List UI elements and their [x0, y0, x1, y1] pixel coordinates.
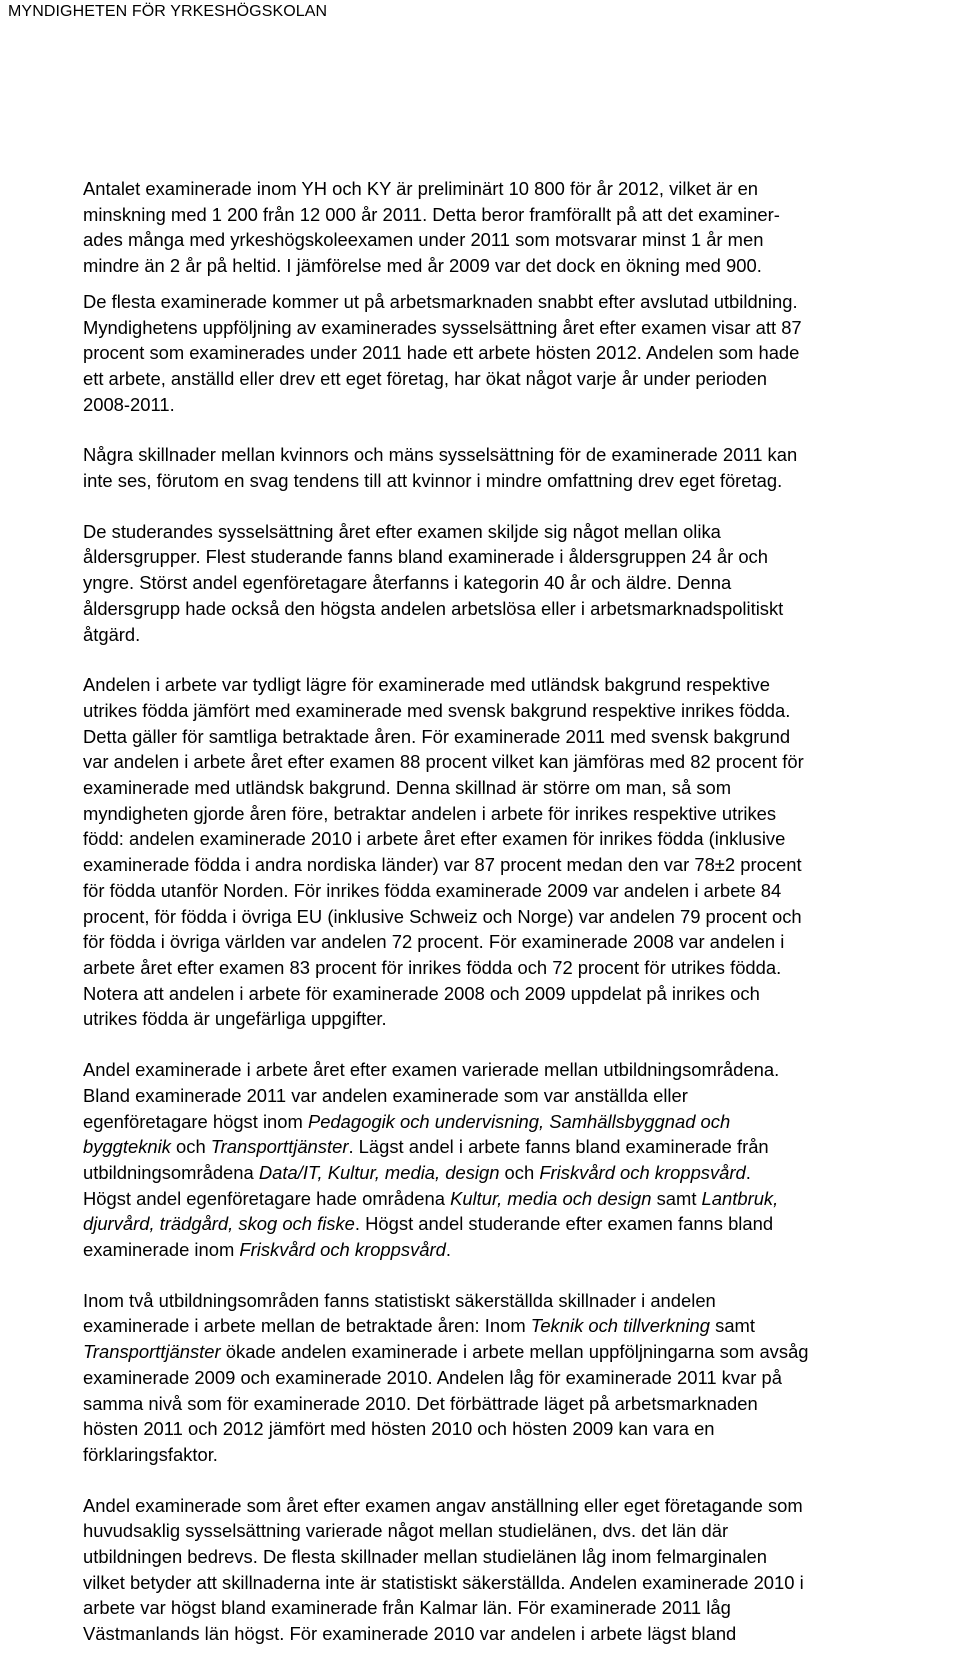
- text-line: utrikes födda är ungefärliga uppgifter.: [83, 1008, 387, 1030]
- text-line: Andel examinerade i arbete året efter examen varierade mellan utbildningsområdena.: [83, 1059, 780, 1081]
- paragraph-gender: [83, 442, 958, 493]
- text-line: minskning med 1 200 från 12 000 år 2011. Detta beror framförallt på att det examiner-: [83, 203, 780, 225]
- text-line: ett arbete, anställd eller drev ett eget företag, har ökat något varje år under perioden: [83, 367, 767, 389]
- paragraph-statistical-differences: [83, 1288, 958, 1468]
- text-line: Andelen i arbete var tydligt lägre för examinerade med utländsk bakgrund respektive: [83, 674, 770, 696]
- paragraph-background: [83, 672, 958, 1032]
- text-line: examinerade 2009 och examinerade 2010. Andelen låg för examinerade 2011 kvar på: [83, 1366, 782, 1388]
- text-line: arbete var högst bland examinerade från Kalmar län. För examinerade 2011 låg: [83, 1597, 731, 1619]
- document-body: [83, 176, 958, 1672]
- text-line: Andel examinerade som året efter examen angav anställning eller eget företagande som: [83, 1494, 803, 1516]
- text-line: Inom två utbildningsområden fanns statistiskt säkerställda skillnader i andelen: [83, 1289, 716, 1311]
- paragraph-education-areas: [83, 1057, 958, 1263]
- text-line: vilket betyder att skillnaderna inte är statistiskt säkerställda. Andelen examinerade 2010 i: [83, 1571, 804, 1593]
- text-line: Bland examinerade 2011 var andelen examinerade som var anställda eller: [83, 1084, 688, 1106]
- text-line: myndigheten gjorde åren före, betraktar andelen i arbete för inrikes respektive utrikes: [83, 802, 777, 824]
- text-line: Notera att andelen i arbete för examinerade 2008 och 2009 uppdelat på inrikes och: [83, 982, 760, 1004]
- text-line: Antalet examinerade inom YH och KY är preliminärt 10 800 för år 2012, vilket är en: [83, 178, 759, 199]
- text-line: De studerandes sysselsättning året efter examen skiljde sig något mellan olika: [83, 520, 721, 542]
- text-line: examinerade med utländsk bakgrund. Denna skillnad är större om man, så som: [83, 777, 732, 799]
- text-line: åtgärd.: [83, 623, 141, 645]
- text-line: född: andelen examinerade 2010 i arbete året efter examen för inrikes födda (inklusive: [83, 828, 786, 850]
- italic-phrase: djurvård, trädgård, skog och fiske: [83, 1213, 355, 1235]
- text-line: utbildningen bedrevs. De flesta skillnader mellan studielänen låg inom felmarginalen: [83, 1546, 767, 1568]
- text-line: Några skillnader mellan kvinnors och mäns sysselsättning för de examinerade 2011 kan: [83, 444, 798, 466]
- italic-phrase: Transporttjänster: [210, 1136, 349, 1158]
- text-line: huvudsaklig sysselsättning varierade något mellan studielänen, dvs. det län där: [83, 1520, 729, 1542]
- text-line: examinerade i arbete mellan de betraktade åren: Inom Teknik och tillverkning samt: [83, 1315, 755, 1337]
- paragraph-study-counties: [83, 1493, 958, 1647]
- paragraph-exam-count: [83, 176, 958, 279]
- text-line: mindre än 2 år på heltid. I jämförelse med år 2009 var det dock en ökning med 900.: [83, 255, 762, 277]
- text-line: för födda i övriga världen var andelen 72 procent. För examinerade 2008 var andelen i: [83, 931, 785, 953]
- italic-phrase: Transporttjänster: [83, 1341, 221, 1363]
- text-line: egenföretagare högst inom Pedagogik och undervisning, Samhällsbyggnad och: [83, 1110, 731, 1132]
- text-line: byggteknik och Transporttjänster. Lägst andel i arbete fanns bland examinerade från: [83, 1136, 769, 1158]
- text-line: ades många med yrkeshögskoleexamen under 2011 som motsvarar minst 1 år men: [83, 229, 764, 251]
- text-line: inte ses, förutom en svag tendens till att kvinnor i mindre omfattning drev eget företag.: [83, 470, 783, 492]
- text-line: Detta gäller för samtliga betraktade åren. För examinerade 2011 med svensk bakgrund: [83, 725, 791, 747]
- text-line: djurvård, trädgård, skog och fiske. Högst andel studerande efter examen fanns bland: [83, 1213, 774, 1235]
- paragraph-age-groups: [83, 519, 958, 648]
- text-line: åldersgrupper. Flest studerande fanns bland examinerade i åldersgruppen 24 år och: [83, 546, 768, 568]
- text-line: förklaringsfaktor.: [83, 1443, 218, 1465]
- text-line: utrikes födda jämfört med examinerade med svensk bakgrund respektive inrikes födda.: [83, 699, 791, 721]
- document-header: MYNDIGHETEN FÖR YRKESHÖGSKOLAN: [8, 3, 328, 20]
- italic-phrase: Lantbruk,: [701, 1187, 779, 1209]
- text-line: åldersgrupp hade också den högsta andelen arbetslösa eller i arbetsmarknadspolitiskt: [83, 597, 784, 619]
- text-line: procent, för födda i övriga EU (inklusive Schweiz och Norge) var andelen 79 procent och: [83, 905, 802, 927]
- text-line: för födda utanför Norden. För inrikes födda examinerade 2009 var andelen i arbete 84: [83, 879, 782, 901]
- text-line: utbildningsområdena Data/IT, Kultur, media, design och Friskvård och kroppsvård.: [83, 1161, 751, 1183]
- text-line: De flesta examinerade kommer ut på arbetsmarknaden snabbt efter avslutad utbildning.: [83, 290, 798, 312]
- paragraph-employment-overview: [83, 289, 958, 418]
- text-line: Transporttjänster ökade andelen examinerade i arbete mellan uppföljningarna som avsåg: [83, 1341, 809, 1363]
- text-line: Högst andel egenföretagare hade områdena Kultur, media och design samt Lantbruk,: [83, 1187, 779, 1209]
- text-line: arbete året efter examen 83 procent för inrikes födda och 72 procent för utrikes födda.: [83, 956, 782, 978]
- italic-phrase: Teknik och tillverkning: [530, 1315, 711, 1337]
- italic-phrase: Kultur, media och design: [450, 1187, 652, 1209]
- italic-phrase: Friskvård och kroppsvård: [239, 1239, 446, 1261]
- text-line: Västmanlands län högst. För examinerade 2010 var andelen i arbete lägst bland: [83, 1623, 737, 1645]
- text-line: Myndighetens uppföljning av examinerades sysselsättning året efter examen visar att 87: [83, 316, 802, 338]
- text-line: procent som examinerades under 2011 hade ett arbete hösten 2012. Andelen som hade: [83, 342, 800, 364]
- text-line: hösten 2011 och 2012 jämfört med hösten 2010 och hösten 2009 kan vara en: [83, 1418, 715, 1440]
- text-line: samma nivå som för examinerade 2010. Det förbättrade läget på arbetsmarknaden: [83, 1392, 758, 1414]
- italic-phrase: Friskvård och kroppsvård: [539, 1161, 746, 1183]
- italic-phrase: Data/IT, Kultur, media, design: [258, 1161, 500, 1183]
- text-line: examinerade inom Friskvård och kroppsvård.: [83, 1239, 451, 1261]
- text-line: yngre. Störst andel egenföretagare återfanns i kategorin 40 år och äldre. Denna: [83, 572, 732, 594]
- text-line: 2008-2011.: [83, 393, 175, 415]
- text-line: examinerade födda i andra nordiska länder) var 87 procent medan den var 78±2 procent: [83, 854, 802, 876]
- text-line: var andelen i arbete året efter examen 88 procent vilket kan jämföras med 82 procent för: [83, 751, 804, 773]
- italic-phrase: byggteknik: [83, 1136, 171, 1158]
- italic-phrase: Pedagogik och undervisning, Samhällsbyggnad och: [307, 1110, 731, 1132]
